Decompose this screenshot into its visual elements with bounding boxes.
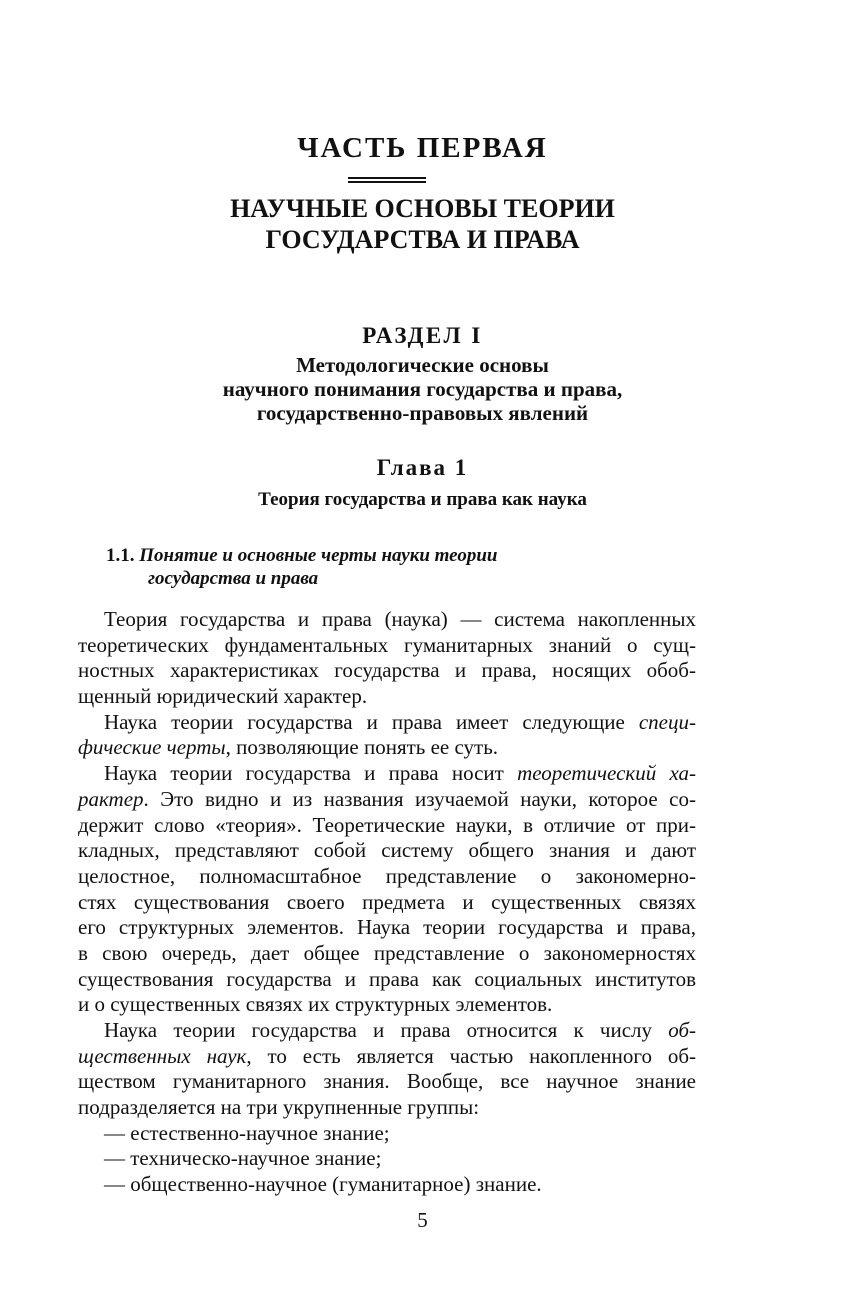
- list-item: — общественно-научное (гуманитарное) знание.: [104, 1172, 542, 1197]
- text-run: , то есть является частью накопленного об-: [246, 1043, 696, 1068]
- text-line: подразделяется на три укрупненные группы:: [78, 1095, 480, 1120]
- text-line: [78, 761, 696, 787]
- text-line: кладных, представляют собой систему общего знания и дают: [78, 838, 696, 863]
- subsection-title-line: Понятие и основные черты науки теории: [139, 545, 498, 566]
- emphasis-text: щественных наук: [78, 1043, 247, 1068]
- subsection-number: 1.1.: [106, 545, 135, 566]
- text-line: стях существования своего предмета и существенных связях: [78, 889, 696, 914]
- list-item: — техническо-научное знание;: [104, 1146, 382, 1171]
- emphasis-text: специ-: [638, 709, 696, 734]
- text-line: Теория государства и права (наука) — система накопленных: [104, 607, 696, 631]
- page-number: 5: [417, 1208, 428, 1232]
- section-title-line: научного понимания государства и права,: [222, 377, 623, 401]
- text-line: и о существенных связях их структурных элементов.: [78, 992, 553, 1017]
- section-title-line: Методологические основы: [296, 353, 549, 377]
- text-line: ществом гуманитарного знания. Вообще, все научное знание: [78, 1069, 696, 1094]
- text-line: ностных характеристиках государства и права, носящих обоб-: [78, 658, 696, 683]
- part-title-line: НАУЧНЫЕ ОСНОВЫ ТЕОРИИ: [230, 194, 615, 223]
- part-title-line: ГОСУДАРСТВА И ПРАВА: [265, 225, 580, 254]
- text-line: целостное, полномасштабное представление о закономерно-: [78, 863, 696, 888]
- list-item: — естественно-научное знание;: [104, 1120, 390, 1145]
- chapter-title: Теория государства и права как наука: [258, 489, 587, 510]
- text-line: держит слово «теория». Теоретические науки, в отличие от при-: [78, 812, 696, 837]
- emphasis-text: фические черты: [78, 735, 226, 760]
- part-title: [0, 193, 845, 255]
- text-line: [78, 787, 696, 813]
- section-title: [0, 353, 845, 425]
- text-line: щенный юридический характер.: [78, 684, 368, 709]
- double-rule-divider: [348, 177, 426, 183]
- section-label: РАЗДЕЛ I: [362, 323, 483, 348]
- text-run: Наука теории государства и права имеет следующие: [104, 709, 639, 734]
- body-text: [78, 607, 696, 1198]
- emphasis-text: об-: [668, 1018, 696, 1042]
- chapter-label: Глава 1: [376, 455, 469, 480]
- text-line: теоретических фундаментальных гуманитарных знаний о сущ-: [78, 632, 696, 657]
- text-run: . Это видно и из названия изучаемой науки, которое со-: [143, 786, 696, 811]
- text-line: [78, 735, 696, 761]
- text-run: Наука теории государства и права носит: [104, 761, 518, 786]
- text-line: существования государства и права как социальных институтов: [78, 966, 696, 991]
- text-line: [78, 710, 696, 736]
- subsection-title-line: государства и права: [148, 568, 319, 589]
- emphasis-text: теоретический ха-: [517, 761, 696, 786]
- text-line: в свою очередь, дает общее представление о закономерностях: [78, 940, 696, 965]
- text-run: Наука теории государства и права относится к числу: [104, 1018, 669, 1042]
- subsection-heading: [106, 544, 666, 590]
- text-run: , позволяющие понять ее суть.: [225, 735, 499, 760]
- part-label: ЧАСТЬ ПЕРВАЯ: [297, 132, 548, 164]
- emphasis-text: рактер: [78, 786, 144, 811]
- section-title-line: государственно-правовых явлений: [256, 401, 589, 425]
- text-line: его структурных элементов. Наука теории государства и права,: [78, 915, 696, 940]
- text-line: [78, 1018, 696, 1044]
- text-line: [78, 1044, 696, 1070]
